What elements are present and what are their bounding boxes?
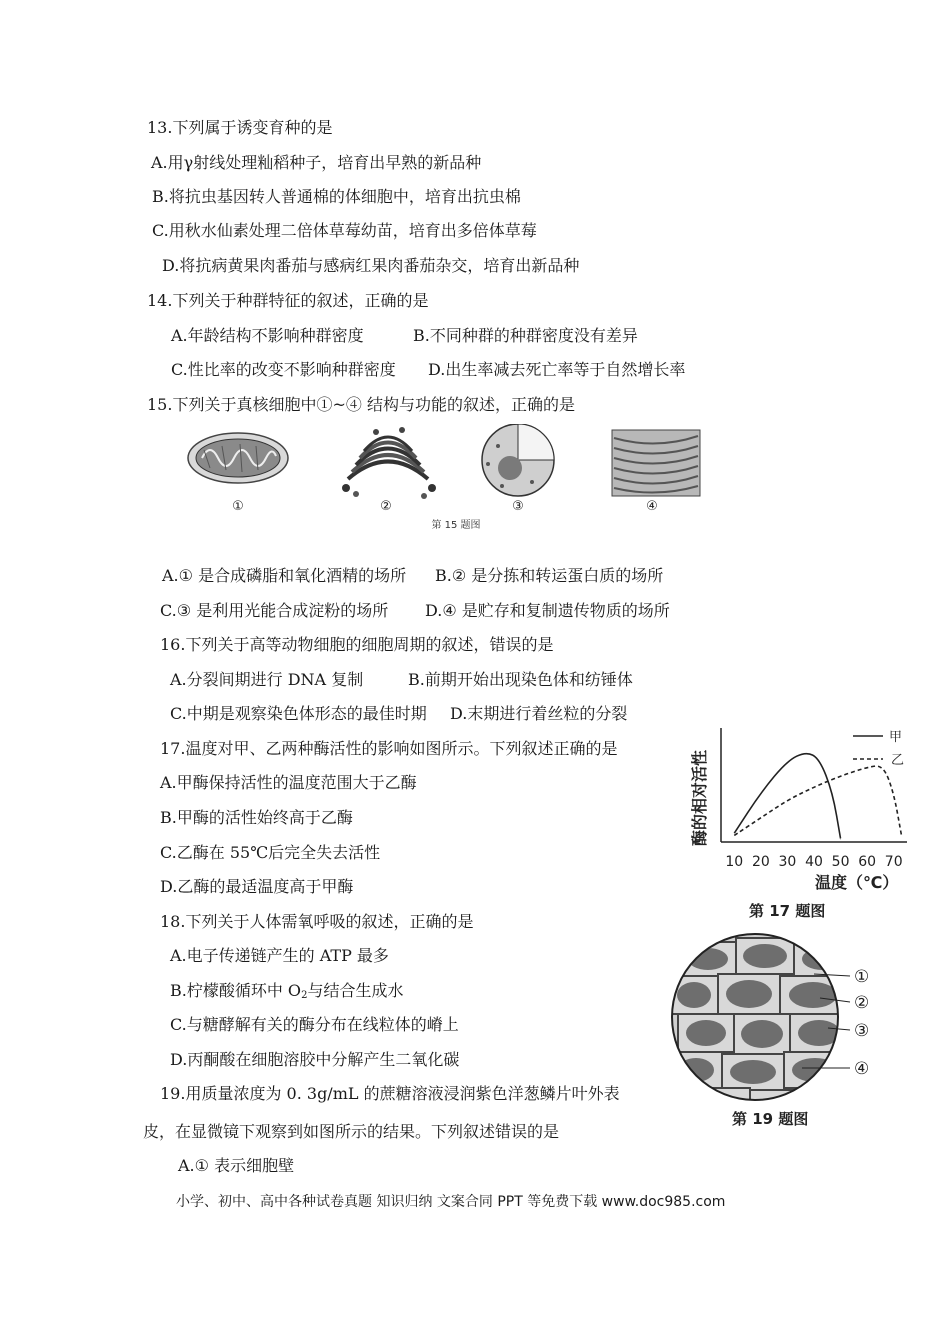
q15-label-1: ①	[232, 499, 244, 514]
x-tick-label-50: 50	[831, 854, 850, 870]
q16-option-d: D.末期进行着丝粒的分裂	[450, 704, 628, 723]
q17-enzyme-chart	[685, 718, 915, 923]
q17-option-c: C.乙酶在 55℃后完全失去活性	[160, 843, 381, 862]
golgi-apparatus-image	[342, 427, 436, 499]
q19-label-1: ①	[854, 967, 870, 987]
q19-caption: 第 19 题图	[732, 1110, 809, 1128]
x-tick-label-30: 30	[778, 854, 797, 870]
q16-option-b: B.前期开始出现染色体和纺锤体	[408, 670, 633, 689]
q18-option-b-post: 与结合生成水	[307, 981, 404, 1000]
x-tick-label-40: 40	[805, 854, 823, 870]
q15-label-2: ②	[380, 499, 392, 514]
q14-option-c: C.性比率的改变不影响种群密度	[171, 360, 396, 379]
x-tick-label-10: 10	[725, 854, 744, 870]
chart-ylabel: 酶的相对活性	[690, 749, 709, 846]
series-line-jia	[734, 754, 840, 839]
mitochondrion-image	[188, 433, 288, 483]
q18-option-c: C.与糖酵解有关的酶分布在线粒体的嵴上	[170, 1015, 459, 1034]
organelle-4-image	[612, 430, 700, 496]
q17-option-b: B.甲酶的活性始终高于乙酶	[160, 808, 353, 827]
q13-option-a: A.用γ射线处理籼稻种子，培育出早熟的新品种	[151, 153, 482, 172]
q18-option-b-pre: B.柠檬酸循环中 O	[170, 981, 302, 1000]
q19-label-3: ③	[854, 1021, 870, 1041]
q19-stem-line-2: 皮，在显微镜下观察到如图所示的结果。下列叙述错误的是	[143, 1122, 560, 1141]
q15-stem: 15.下列关于真核细胞中①~④ 结构与功能的叙述，正确的是	[147, 395, 575, 414]
q19-option-a: A.① 表示细胞壁	[178, 1156, 295, 1175]
q13-option-d: D.将抗病黄果肉番茄与感病红果肉番茄杂交，培育出新品种	[162, 256, 580, 275]
chart-caption: 第 17 题图	[749, 902, 826, 920]
q13-option-b: B.将抗虫基因转人普通棉的体细胞中，培育出抗虫棉	[152, 187, 521, 206]
q17-option-d: D.乙酶的最适温度高于甲酶	[160, 877, 354, 896]
x-tick-label-20: 20	[751, 854, 770, 870]
q15-caption: 第 15 题图	[431, 520, 481, 531]
q15-option-a: A.① 是合成磷脂和氧化酒精的场所	[162, 566, 407, 585]
q19-cell-micrograph	[670, 930, 890, 1130]
q15-label-3: ③	[512, 499, 524, 514]
legend-yi-label: 乙	[891, 753, 905, 768]
q15-option-d: D.④ 是贮存和复制遗传物质的场所	[425, 601, 670, 620]
nucleus-image	[482, 424, 554, 496]
x-tick-label-60: 60	[858, 854, 877, 870]
q19-label-2: ②	[854, 993, 870, 1013]
q16-stem: 16.下列关于高等动物细胞的细胞周期的叙述，错误的是	[160, 635, 554, 654]
q19-label-4: ④	[854, 1059, 870, 1079]
q16-option-a: A.分裂间期进行 DNA 复制	[170, 670, 364, 689]
q14-option-a: A.年龄结构不影响种群密度	[171, 326, 364, 345]
q18-option-b-sub: 2	[301, 990, 308, 1001]
q17-stem: 17.温度对甲、乙两种酶活性的影响如图所示。下列叙述正确的是	[160, 739, 618, 758]
q15-label-4: ④	[646, 499, 658, 514]
q15-option-b: B.② 是分拣和转运蛋白质的场所	[435, 566, 664, 585]
q13-option-c: C.用秋水仙素处理二倍体草莓幼苗，培育出多倍体草莓	[152, 221, 537, 240]
footer-text: 小学、初中、高中各种试卷真题 知识归纳 文案合同 PPT 等免费下载 www.doc985.com	[176, 1194, 726, 1210]
q19-stem-line-1: 19.用质量浓度为 0. 3g/mL 的蔗糖溶液浸润紫色洋葱鳞片叶外表	[160, 1084, 620, 1103]
q13-stem: 13.下列属于诱变育种的是	[147, 118, 333, 137]
q18-option-d: D.丙酮酸在细胞溶胶中分解产生二氧化碳	[170, 1050, 460, 1069]
q15-option-c: C.③ 是利用光能合成淀粉的场所	[160, 601, 389, 620]
q16-option-c: C.中期是观察染色体形态的最佳时期	[170, 704, 427, 723]
q18-stem: 18.下列关于人体需氧呼吸的叙述，正确的是	[160, 912, 474, 931]
legend-jia-label: 甲	[889, 730, 903, 745]
series-line-yi	[734, 766, 901, 836]
x-tick-label-70: 70	[884, 854, 903, 870]
q14-stem: 14.下列关于种群特征的叙述，正确的是	[147, 291, 429, 310]
q14-option-d: D.出生率减去死亡率等于自然增长率	[428, 360, 686, 379]
q18-option-b	[170, 980, 403, 1007]
q17-option-a: A.甲酶保持活性的温度范围大于乙酶	[160, 773, 417, 792]
q18-option-a: A.电子传递链产生的 ATP 最多	[170, 946, 389, 965]
chart-xlabel: 温度（℃）	[815, 873, 899, 892]
q15-organelle-figure	[180, 424, 708, 536]
q14-option-b: B.不同种群的种群密度没有差异	[413, 326, 638, 345]
